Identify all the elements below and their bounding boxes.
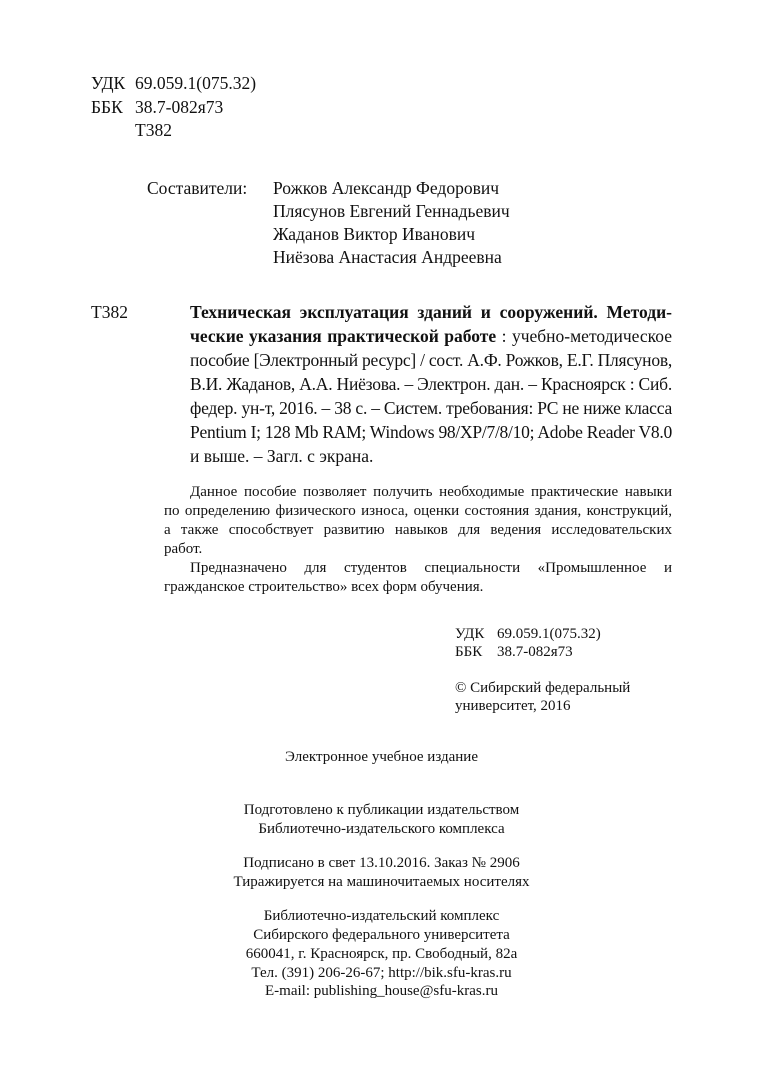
copyright-line: университет, 2016	[455, 698, 571, 714]
signed-line: Подписано в свет 13.10.2016. Заказ № 2906	[243, 855, 520, 871]
publisher-address: 660041, г. Красноярск, пр. Свободный, 82а	[245, 946, 518, 962]
prepared-line: Подготовлено к публикации издательством	[243, 802, 520, 818]
biblio-line: Pentium I; 128 Mb RAM; Windows 98/XP/7/8/10; Adobe Reader V8.0	[190, 422, 672, 442]
abstract-line: Предназначено для студентов специальности «Промышленное и	[190, 560, 672, 576]
compilers-label: Составители:	[147, 178, 248, 198]
compiler-name: Рожков Александр Федорович	[273, 178, 499, 198]
biblio-line: и выше. – Загл. с экрана.	[190, 446, 374, 466]
abstract-line: работ.	[164, 541, 203, 557]
prepared-line: Библиотечно-издательского комплекса	[258, 821, 505, 837]
author-code: Т382	[135, 120, 172, 140]
bbk-value-right: 38.7-082я73	[497, 644, 573, 660]
bbk-label: ББК	[91, 97, 123, 117]
biblio-line: В.И. Жаданов, А.А. Ниёзова. – Электрон. дан. – Красноярск : Сиб.	[190, 374, 672, 394]
biblio-title-line: Техническая эксплуатация зданий и сооружений. Методи-	[190, 302, 672, 322]
publisher-email: E-mail: publishing_house@sfu-kras.ru	[265, 983, 498, 999]
udk-label-right: УДК	[455, 626, 485, 642]
udk-value: 69.059.1(075.32)	[135, 73, 257, 93]
publisher-phone-site: Тел. (391) 206-26-67; http://bik.sfu-kras.ru	[251, 965, 512, 981]
edition-type: Электронное учебное издание	[285, 749, 478, 765]
copyright-line: © Сибирский федеральный	[455, 680, 631, 696]
bbk-label-right: ББК	[455, 644, 483, 660]
abstract-line: по определению физического износа, оценки состояния здания, конструкций,	[164, 503, 672, 519]
abstract-line: Данное пособие позволяет получить необходимые практические навыки	[190, 484, 672, 500]
compiler-name: Жаданов Виктор Иванович	[273, 224, 476, 244]
compiler-name: Ниёзова Анастасия Андреевна	[273, 247, 502, 267]
abstract-line: гражданское строительство» всех форм обучения.	[164, 579, 484, 595]
abstract-line: а также способствует развитию навыков для ведения исследовательских	[164, 522, 672, 538]
signed-line: Тиражируется на машиночитаемых носителях	[233, 874, 530, 890]
udk-value-right: 69.059.1(075.32)	[497, 626, 601, 642]
publisher-line: Библиотечно-издательский комплекс	[263, 908, 500, 924]
biblio-code: Т382	[91, 302, 128, 322]
biblio-line: пособие [Электронный ресурс] / сост. А.Ф. Рожков, Е.Г. Плясунов,	[190, 350, 672, 370]
compiler-name: Плясунов Евгений Геннадьевич	[273, 201, 510, 221]
udk-label: УДК	[91, 73, 126, 93]
biblio-title-line: ческие указания практической работе : учебно-методическое	[190, 326, 672, 346]
biblio-line: федер. ун-т, 2016. – 38 с. – Систем. требования: PC не ниже класса	[190, 398, 672, 418]
bbk-value: 38.7-082я73	[135, 97, 224, 117]
publisher-line: Сибирского федерального университета	[253, 927, 510, 943]
